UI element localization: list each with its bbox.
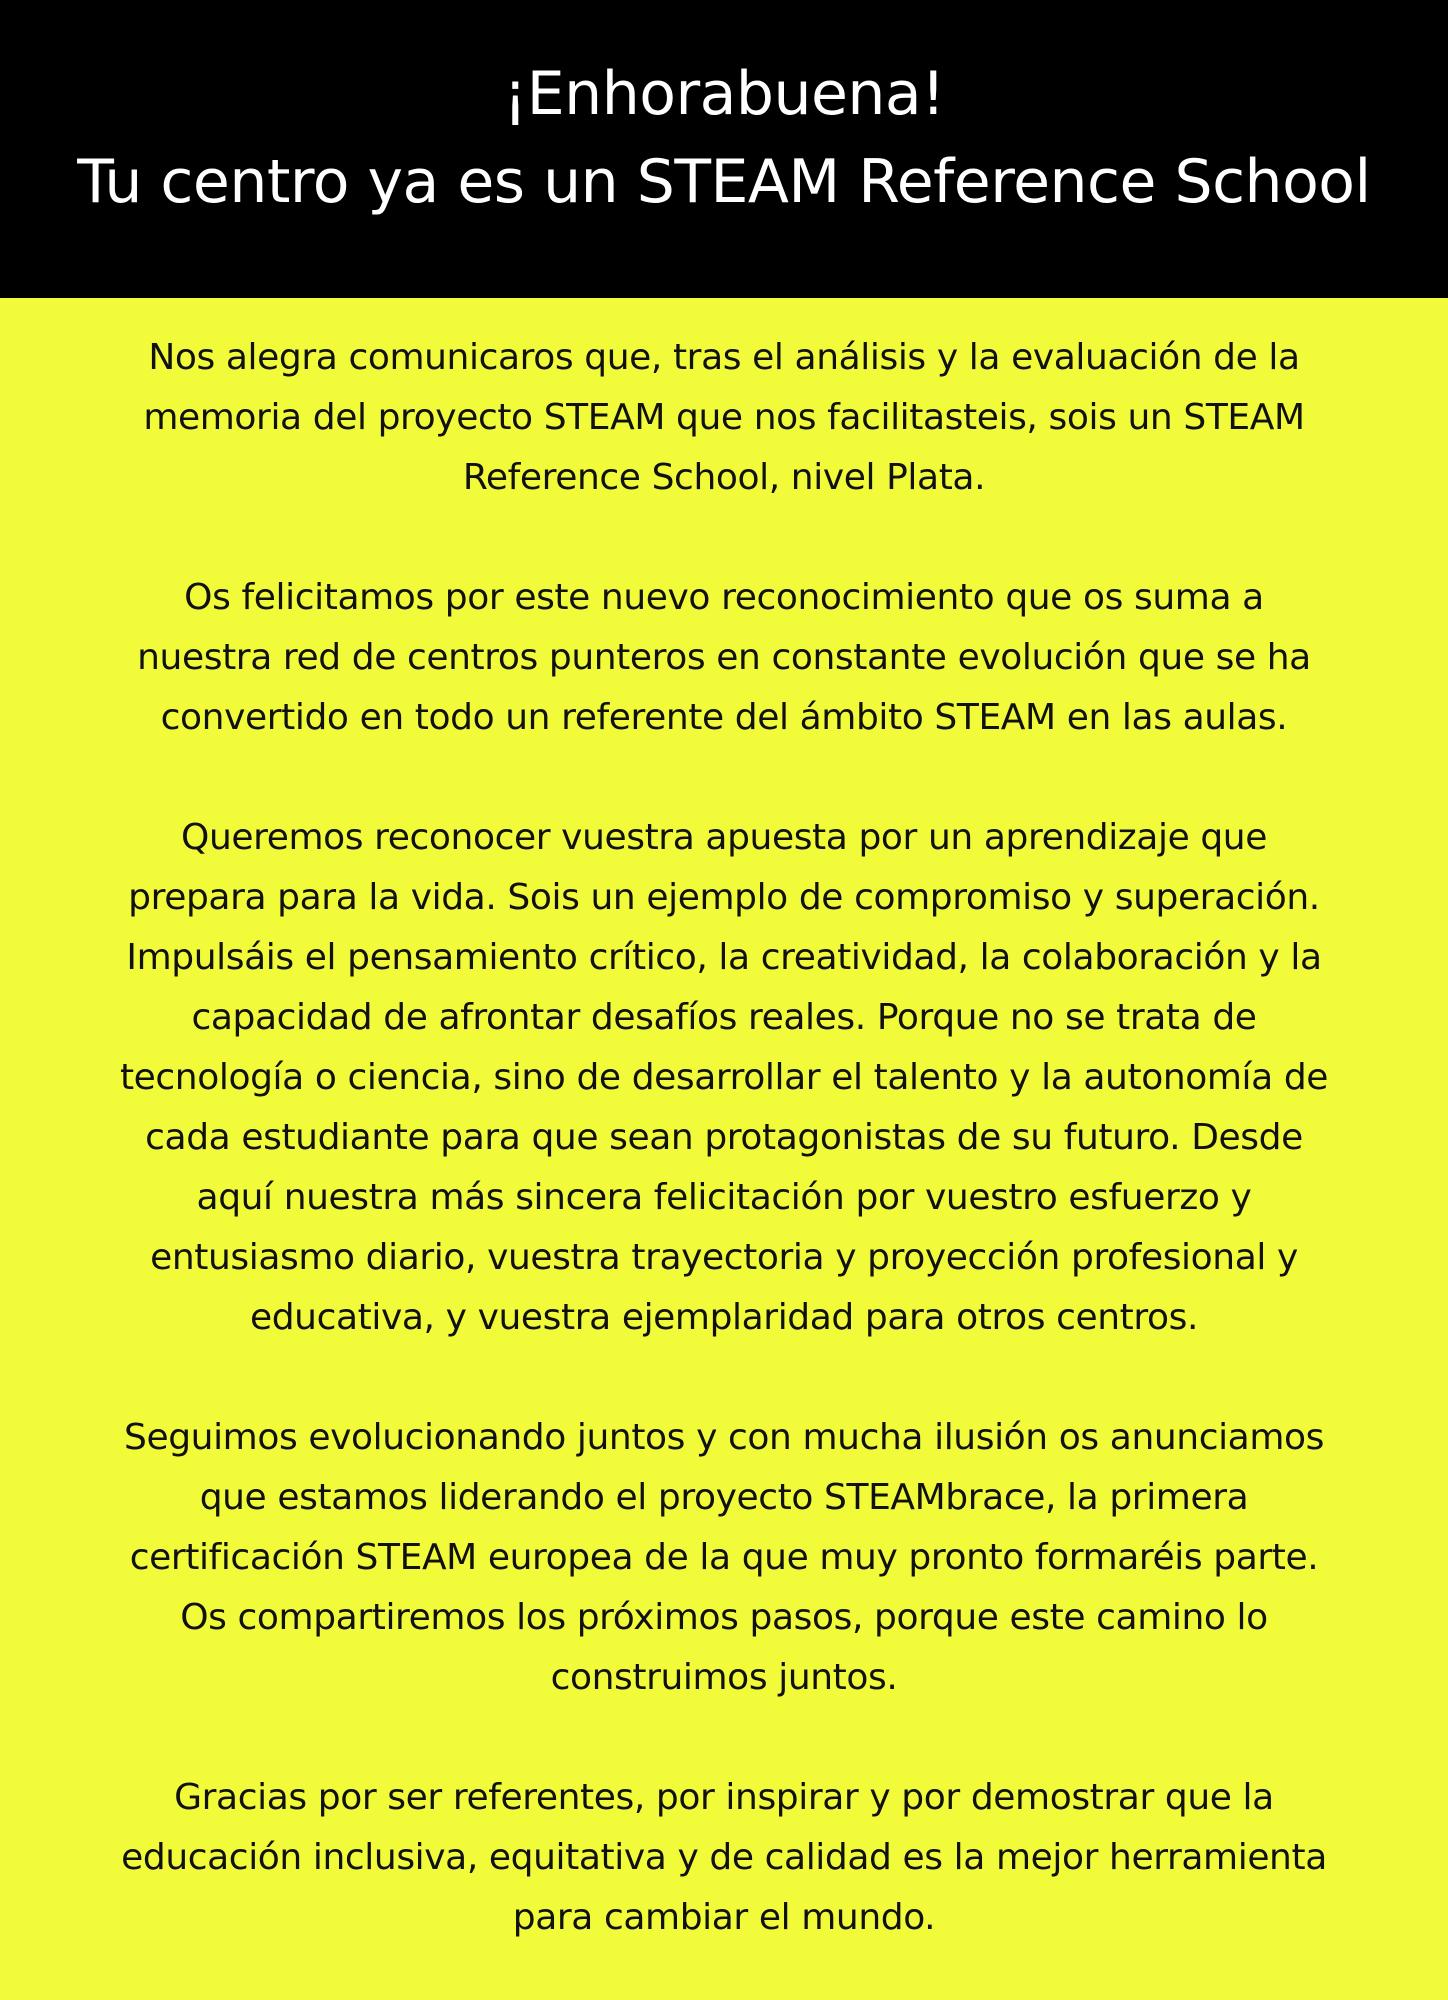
paragraph-line: que estamos liderando el proyecto STEAMbrace, la primera <box>199 1477 1249 1518</box>
paragraph-line: Queremos reconocer vuestra apuesta por un aprendizaje que <box>181 817 1267 858</box>
paragraph-line: capacidad de afrontar desafíos reales. Porque no se trata de <box>191 997 1257 1038</box>
paragraph-line: Seguimos evolucionando juntos y con mucha ilusión os anunciamos <box>124 1417 1324 1458</box>
paragraph-steambrace <box>60 1408 1388 1708</box>
page-title-line-1: ¡Enhorabuena! <box>503 59 945 129</box>
paragraph-line: Nos alegra comunicaros que, tras el análisis y la evaluación de la <box>148 337 1300 378</box>
paragraph-congratulations <box>60 568 1388 748</box>
paragraph-line: construimos juntos. <box>550 1657 898 1698</box>
paragraph-line: memoria del proyecto STEAM que nos facilitasteis, sois un STEAM <box>143 397 1305 438</box>
page-title-line-2: Tu centro ya es un STEAM Reference School <box>77 147 1371 217</box>
paragraph-line: entusiasmo diario, vuestra trayectoria y proyección profesional y <box>150 1237 1298 1278</box>
paragraph-result <box>60 328 1388 508</box>
paragraph-line: para cambiar el mundo. <box>512 1897 936 1938</box>
paragraph-thanks <box>60 1768 1388 1948</box>
paragraph-line: Impulsáis el pensamiento crítico, la creatividad, la colaboración y la <box>126 937 1322 978</box>
message-body <box>0 298 1448 1948</box>
paragraph-line: Reference School, nivel Plata. <box>462 457 986 498</box>
paragraph-line: certificación STEAM europea de la que muy pronto formaréis parte. <box>129 1537 1319 1578</box>
paragraph-line: nuestra red de centros punteros en constante evolución que se ha <box>137 637 1311 678</box>
paragraph-line: prepara para la vida. Sois un ejemplo de compromiso y superación. <box>128 877 1320 918</box>
paragraph-line: educación inclusiva, equitativa y de calidad es la mejor herramienta <box>121 1837 1327 1878</box>
paragraph-recognition <box>60 808 1388 1348</box>
paragraph-line: Os felicitamos por este nuevo reconocimiento que os suma a <box>184 577 1264 618</box>
paragraph-line: cada estudiante para que sean protagonistas de su futuro. Desde <box>145 1117 1303 1158</box>
paragraph-line: Gracias por ser referentes, por inspirar y por demostrar que la <box>174 1777 1274 1818</box>
paragraph-line: aquí nuestra más sincera felicitación por vuestro esfuerzo y <box>196 1177 1252 1218</box>
paragraph-line: tecnología o ciencia, sino de desarrollar el talento y la autonomía de <box>119 1057 1329 1098</box>
paragraph-line: Os compartiremos los próximos pasos, porque este camino lo <box>180 1597 1268 1638</box>
page-header <box>0 0 1448 298</box>
paragraph-line: educativa, y vuestra ejemplaridad para otros centros. <box>249 1297 1199 1338</box>
paragraph-line: convertido en todo un referente del ámbito STEAM en las aulas. <box>160 697 1288 738</box>
